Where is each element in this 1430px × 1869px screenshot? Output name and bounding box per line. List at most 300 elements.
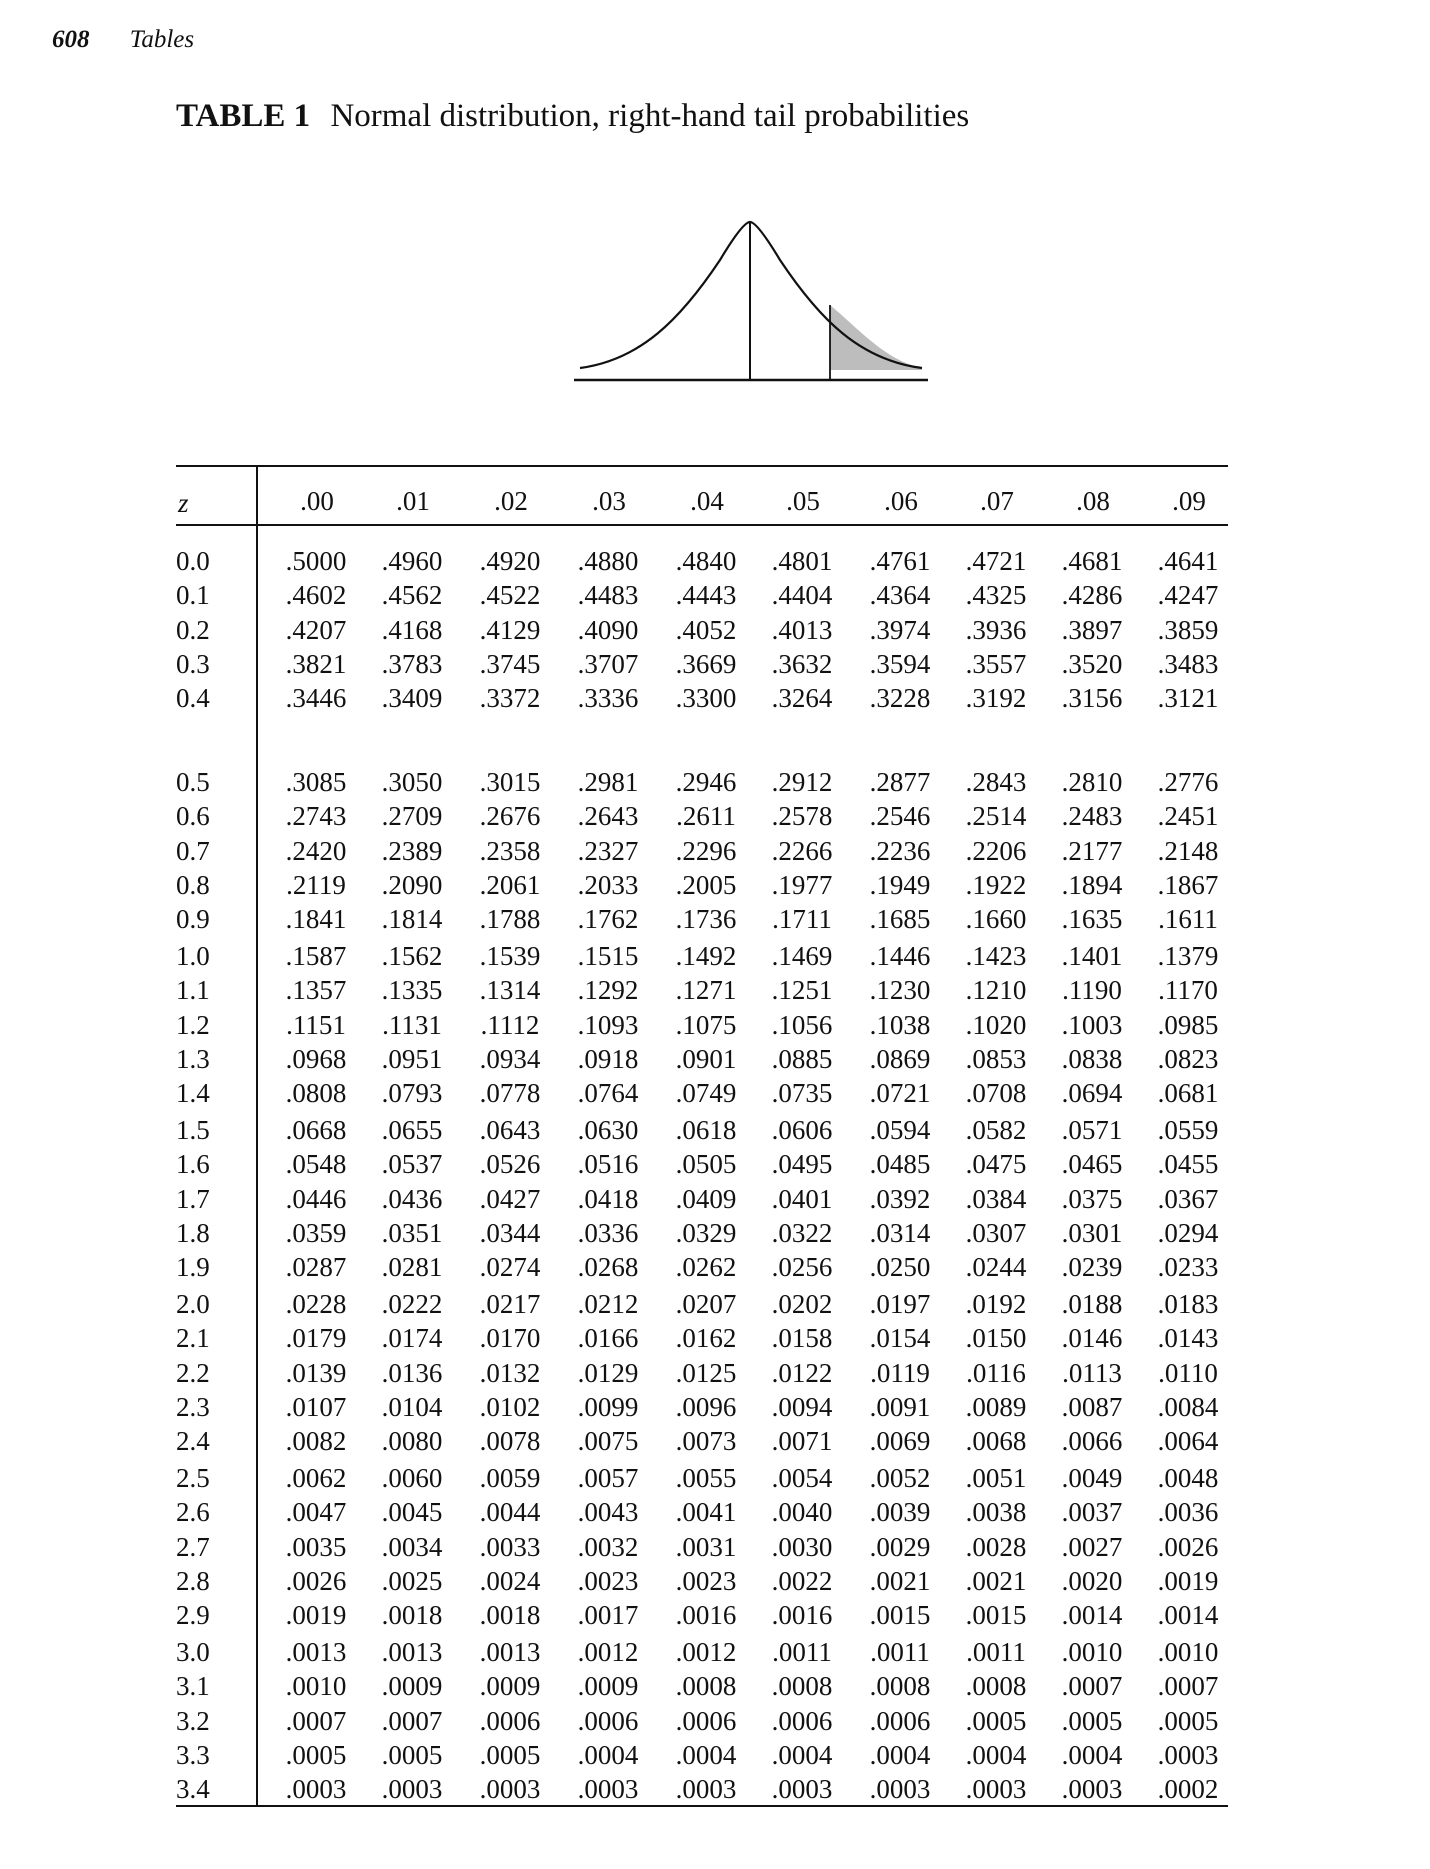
probability-cell: .0618 bbox=[675, 1115, 737, 1145]
probability-cell: .0162 bbox=[675, 1323, 737, 1354]
probability-cell: .0073 bbox=[675, 1426, 737, 1457]
probability-cell: .3192 bbox=[965, 683, 1027, 714]
probability-cell: .0005 bbox=[479, 1739, 541, 1770]
probability-cell: .0838 bbox=[1061, 1043, 1123, 1074]
probability-cell: .2514 bbox=[965, 801, 1027, 832]
probability-cell: .0003 bbox=[479, 1774, 541, 1805]
table-row bbox=[0, 1600, 1430, 1634]
page-number: 608 bbox=[52, 26, 90, 53]
probability-cell: .1170 bbox=[1158, 975, 1218, 1006]
probability-cell: .0384 bbox=[965, 1183, 1027, 1214]
probability-cell: .0202 bbox=[771, 1289, 833, 1319]
probability-cell: .0021 bbox=[965, 1565, 1027, 1596]
table-row bbox=[0, 1218, 1430, 1252]
table-row bbox=[0, 941, 1430, 975]
probability-cell: .0011 bbox=[966, 1637, 1026, 1667]
probability-cell: .0146 bbox=[1061, 1323, 1123, 1354]
probability-cell: .2358 bbox=[479, 835, 541, 866]
probability-cell: .0401 bbox=[771, 1183, 833, 1214]
normal-curve-illustration bbox=[570, 210, 934, 390]
probability-cell: .0066 bbox=[1061, 1426, 1123, 1457]
table-row bbox=[0, 615, 1430, 649]
probability-cell: .0143 bbox=[1157, 1323, 1219, 1354]
z-value: 3.0 bbox=[176, 1637, 210, 1667]
z-value: 1.1 bbox=[176, 975, 210, 1006]
probability-cell: .1562 bbox=[381, 941, 443, 971]
probability-cell: .0013 bbox=[381, 1637, 443, 1667]
probability-cell: .2033 bbox=[577, 869, 639, 900]
probability-cell: .4483 bbox=[577, 580, 639, 611]
probability-cell: .2676 bbox=[479, 801, 541, 832]
table-row bbox=[0, 580, 1430, 614]
probability-cell: .0262 bbox=[675, 1252, 737, 1283]
probability-cell: .0009 bbox=[381, 1671, 443, 1702]
probability-cell: .0359 bbox=[285, 1217, 347, 1248]
probability-cell: .0005 bbox=[285, 1739, 347, 1770]
probability-cell: .0681 bbox=[1157, 1078, 1219, 1109]
probability-cell: .0107 bbox=[285, 1391, 347, 1422]
probability-cell: .3859 bbox=[1157, 614, 1219, 645]
probability-cell: .0244 bbox=[965, 1252, 1027, 1283]
probability-cell: .0007 bbox=[285, 1705, 347, 1736]
probability-cell: .0192 bbox=[965, 1289, 1027, 1319]
table-row bbox=[0, 1774, 1430, 1808]
probability-cell: .0027 bbox=[1061, 1531, 1123, 1562]
probability-cell: .0071 bbox=[771, 1426, 833, 1457]
probability-cell: .4052 bbox=[675, 614, 737, 645]
probability-cell: .0918 bbox=[577, 1043, 639, 1074]
probability-cell: .1056 bbox=[771, 1009, 833, 1040]
probability-cell: .2296 bbox=[675, 835, 737, 866]
z-value: 1.7 bbox=[176, 1183, 210, 1214]
table-row bbox=[0, 975, 1430, 1009]
probability-cell: .4443 bbox=[675, 580, 737, 611]
probability-cell: .2981 bbox=[577, 767, 639, 797]
probability-cell: .0030 bbox=[771, 1531, 833, 1562]
table-row bbox=[0, 1497, 1430, 1531]
page-header bbox=[52, 26, 194, 54]
probability-cell: .0019 bbox=[1157, 1565, 1219, 1596]
probability-cell: .4602 bbox=[285, 580, 347, 611]
z-header: z bbox=[178, 488, 189, 518]
table-row bbox=[0, 836, 1430, 870]
probability-cell: .0582 bbox=[965, 1115, 1027, 1145]
probability-cell: .3050 bbox=[381, 767, 443, 797]
probability-cell: .0465 bbox=[1061, 1149, 1123, 1180]
probability-cell: .2266 bbox=[771, 835, 833, 866]
z-value: 2.3 bbox=[176, 1391, 210, 1422]
probability-cell: .0045 bbox=[381, 1497, 443, 1528]
probability-cell: .0015 bbox=[965, 1600, 1027, 1631]
probability-cell: .0322 bbox=[771, 1217, 833, 1248]
probability-cell: .1814 bbox=[381, 904, 443, 935]
z-value: 0.6 bbox=[176, 801, 210, 832]
probability-cell: .0228 bbox=[285, 1289, 347, 1319]
probability-cell: .0183 bbox=[1157, 1289, 1219, 1319]
z-value: 3.3 bbox=[176, 1739, 210, 1770]
probability-cell: .3228 bbox=[869, 683, 931, 714]
probability-cell: .1038 bbox=[869, 1009, 931, 1040]
probability-cell: .0594 bbox=[869, 1115, 931, 1145]
probability-cell: .0119 bbox=[870, 1357, 930, 1388]
probability-cell: .0668 bbox=[285, 1115, 347, 1145]
z-value: 0.0 bbox=[176, 546, 210, 576]
z-value: 0.8 bbox=[176, 869, 210, 900]
table-row bbox=[0, 683, 1430, 717]
z-value: 0.2 bbox=[176, 614, 210, 645]
probability-cell: .0036 bbox=[1157, 1497, 1219, 1528]
probability-cell: .1736 bbox=[675, 904, 737, 935]
probability-cell: .0548 bbox=[285, 1149, 347, 1180]
z-value: 1.3 bbox=[176, 1043, 210, 1074]
probability-cell: .0721 bbox=[869, 1078, 931, 1109]
probability-cell: .0069 bbox=[869, 1426, 931, 1457]
probability-cell: .0778 bbox=[479, 1078, 541, 1109]
probability-cell: .2546 bbox=[869, 801, 931, 832]
probability-cell: .0150 bbox=[965, 1323, 1027, 1354]
probability-cell: .0485 bbox=[869, 1149, 931, 1180]
table-row bbox=[0, 1671, 1430, 1705]
probability-cell: .0643 bbox=[479, 1115, 541, 1145]
probability-cell: .2578 bbox=[771, 801, 833, 832]
probability-cell: .0287 bbox=[285, 1252, 347, 1283]
probability-cell: .2177 bbox=[1061, 835, 1123, 866]
probability-cell: .2643 bbox=[577, 801, 639, 832]
probability-cell: .0125 bbox=[675, 1357, 737, 1388]
column-header: .09 bbox=[1172, 486, 1206, 516]
probability-cell: .0475 bbox=[965, 1149, 1027, 1180]
probability-cell: .4840 bbox=[675, 546, 737, 576]
probability-cell: .0212 bbox=[577, 1289, 639, 1319]
probability-cell: .3669 bbox=[675, 648, 737, 679]
probability-cell: .0004 bbox=[965, 1739, 1027, 1770]
probability-cell: .3594 bbox=[869, 648, 931, 679]
probability-cell: .0008 bbox=[675, 1671, 737, 1702]
table-row bbox=[0, 1149, 1430, 1183]
column-header: .06 bbox=[884, 486, 918, 516]
probability-cell: .0006 bbox=[577, 1705, 639, 1736]
probability-cell: .1949 bbox=[869, 869, 931, 900]
probability-cell: .0526 bbox=[479, 1149, 541, 1180]
probability-cell: .0003 bbox=[381, 1774, 443, 1805]
probability-cell: .0031 bbox=[675, 1531, 737, 1562]
probability-cell: .0166 bbox=[577, 1323, 639, 1354]
probability-cell: .4090 bbox=[577, 614, 639, 645]
probability-cell: .0016 bbox=[675, 1600, 737, 1631]
probability-cell: .0764 bbox=[577, 1078, 639, 1109]
probability-cell: .0011 bbox=[772, 1637, 832, 1667]
probability-cell: .0040 bbox=[771, 1497, 833, 1528]
probability-cell: .0793 bbox=[381, 1078, 443, 1109]
table-row bbox=[0, 1115, 1430, 1149]
probability-cell: .1685 bbox=[869, 904, 931, 935]
probability-cell: .0170 bbox=[479, 1323, 541, 1354]
table-row bbox=[0, 1252, 1430, 1286]
probability-cell: .0003 bbox=[869, 1774, 931, 1805]
probability-cell: .0256 bbox=[771, 1252, 833, 1283]
probability-cell: .0034 bbox=[381, 1531, 443, 1562]
section-name: Tables bbox=[129, 26, 195, 53]
probability-cell: .1379 bbox=[1157, 941, 1219, 971]
probability-cell: .0052 bbox=[869, 1463, 931, 1493]
probability-cell: .0823 bbox=[1157, 1043, 1219, 1074]
probability-cell: .0559 bbox=[1157, 1115, 1219, 1145]
probability-cell: .4013 bbox=[771, 614, 833, 645]
probability-cell: .1093 bbox=[577, 1009, 639, 1040]
probability-cell: .0080 bbox=[381, 1426, 443, 1457]
probability-cell: .0003 bbox=[675, 1774, 737, 1805]
probability-cell: .3936 bbox=[965, 614, 1027, 645]
probability-cell: .0033 bbox=[479, 1531, 541, 1562]
probability-cell: .0002 bbox=[1157, 1774, 1219, 1805]
probability-cell: .4641 bbox=[1157, 546, 1219, 576]
probability-cell: .0032 bbox=[577, 1531, 639, 1562]
probability-cell: .1788 bbox=[479, 904, 541, 935]
probability-cell: .0087 bbox=[1061, 1391, 1123, 1422]
probability-cell: .4286 bbox=[1061, 580, 1123, 611]
probability-cell: .2877 bbox=[869, 767, 931, 797]
probability-cell: .0043 bbox=[577, 1497, 639, 1528]
probability-cell: .1401 bbox=[1061, 941, 1123, 971]
probability-cell: .0013 bbox=[479, 1637, 541, 1667]
probability-cell: .0089 bbox=[965, 1391, 1027, 1422]
probability-cell: .0179 bbox=[285, 1323, 347, 1354]
probability-cell: .3632 bbox=[771, 648, 833, 679]
probability-cell: .2061 bbox=[479, 869, 541, 900]
table-caption: Normal distribution, right-hand tail probabilities bbox=[330, 98, 970, 134]
table-row bbox=[0, 649, 1430, 683]
probability-cell: .0006 bbox=[675, 1705, 737, 1736]
probability-cell: .3446 bbox=[285, 683, 347, 714]
probability-cell: .1587 bbox=[285, 941, 347, 971]
probability-cell: .3783 bbox=[381, 648, 443, 679]
probability-cell: .0096 bbox=[675, 1391, 737, 1422]
z-value: 0.4 bbox=[176, 683, 210, 714]
probability-cell: .0329 bbox=[675, 1217, 737, 1248]
probability-cell: .0003 bbox=[1061, 1774, 1123, 1805]
probability-cell: .0409 bbox=[675, 1183, 737, 1214]
probability-cell: .2843 bbox=[965, 767, 1027, 797]
probability-cell: .0537 bbox=[381, 1149, 443, 1180]
z-value: 0.9 bbox=[176, 904, 210, 935]
probability-cell: .1841 bbox=[285, 904, 347, 935]
table-row bbox=[0, 1358, 1430, 1392]
probability-cell: .0808 bbox=[285, 1078, 347, 1109]
probability-cell: .0367 bbox=[1157, 1183, 1219, 1214]
table-row bbox=[0, 801, 1430, 835]
probability-cell: .0010 bbox=[1157, 1637, 1219, 1667]
probability-cell: .0694 bbox=[1061, 1078, 1123, 1109]
z-value: 1.0 bbox=[176, 941, 210, 971]
probability-cell: .0281 bbox=[381, 1252, 443, 1283]
z-value: 1.8 bbox=[176, 1217, 210, 1248]
probability-cell: .0239 bbox=[1061, 1252, 1123, 1283]
probability-cell: .1867 bbox=[1157, 869, 1219, 900]
probability-cell: .3707 bbox=[577, 648, 639, 679]
probability-cell: .2389 bbox=[381, 835, 443, 866]
probability-cell: .0392 bbox=[869, 1183, 931, 1214]
probability-cell: .0026 bbox=[1157, 1531, 1219, 1562]
z-value: 2.5 bbox=[176, 1463, 210, 1493]
probability-cell: .0003 bbox=[1157, 1739, 1219, 1770]
probability-cell: .1271 bbox=[675, 975, 737, 1006]
probability-cell: .0024 bbox=[479, 1565, 541, 1596]
probability-cell: .1539 bbox=[479, 941, 541, 971]
probability-cell: .0094 bbox=[771, 1391, 833, 1422]
z-value: 3.4 bbox=[176, 1774, 210, 1805]
column-header: .04 bbox=[690, 486, 724, 516]
probability-cell: .3372 bbox=[479, 683, 541, 714]
table-row bbox=[0, 1426, 1430, 1460]
probability-cell: .0048 bbox=[1157, 1463, 1219, 1493]
column-header: .02 bbox=[494, 486, 528, 516]
probability-cell: .0314 bbox=[869, 1217, 931, 1248]
probability-cell: .0021 bbox=[869, 1565, 931, 1596]
z-value: 1.4 bbox=[176, 1078, 210, 1109]
z-value: 2.0 bbox=[176, 1289, 210, 1319]
probability-cell: .0233 bbox=[1157, 1252, 1219, 1283]
probability-cell: .0004 bbox=[869, 1739, 931, 1770]
probability-cell: .0301 bbox=[1061, 1217, 1123, 1248]
probability-cell: .2743 bbox=[285, 801, 347, 832]
probability-cell: .4761 bbox=[869, 546, 931, 576]
probability-cell: .0084 bbox=[1157, 1391, 1219, 1422]
probability-cell: .0207 bbox=[675, 1289, 737, 1319]
probability-cell: .0005 bbox=[1061, 1705, 1123, 1736]
probability-cell: .0055 bbox=[675, 1463, 737, 1493]
probability-cell: .2946 bbox=[675, 767, 737, 797]
probability-cell: .0019 bbox=[285, 1600, 347, 1631]
probability-cell: .3821 bbox=[285, 648, 347, 679]
table-row bbox=[0, 870, 1430, 904]
probability-cell: .0104 bbox=[381, 1391, 443, 1422]
probability-cell: .0708 bbox=[965, 1078, 1027, 1109]
table-row bbox=[0, 1532, 1430, 1566]
probability-cell: .0869 bbox=[869, 1043, 931, 1074]
probability-cell: .0132 bbox=[479, 1357, 541, 1388]
z-value: 2.8 bbox=[176, 1565, 210, 1596]
probability-cell: .2206 bbox=[965, 835, 1027, 866]
probability-cell: .1762 bbox=[577, 904, 639, 935]
probability-cell: .2451 bbox=[1157, 801, 1219, 832]
probability-cell: .3300 bbox=[675, 683, 737, 714]
probability-cell: .0116 bbox=[966, 1357, 1026, 1388]
probability-cell: .3483 bbox=[1157, 648, 1219, 679]
table-row bbox=[0, 1078, 1430, 1112]
probability-cell: .0020 bbox=[1061, 1565, 1123, 1596]
z-value: 2.1 bbox=[176, 1323, 210, 1354]
column-header: .00 bbox=[300, 486, 334, 516]
probability-cell: .3557 bbox=[965, 648, 1027, 679]
probability-cell: .0004 bbox=[577, 1739, 639, 1770]
probability-cell: .0006 bbox=[479, 1705, 541, 1736]
top-rule bbox=[176, 465, 1228, 467]
probability-cell: .0062 bbox=[285, 1463, 347, 1493]
probability-cell: .3897 bbox=[1061, 614, 1123, 645]
probability-cell: .1292 bbox=[577, 975, 639, 1006]
probability-cell: .0004 bbox=[771, 1739, 833, 1770]
probability-cell: .0051 bbox=[965, 1463, 1027, 1493]
probability-cell: .0655 bbox=[381, 1115, 443, 1145]
table-row bbox=[0, 1323, 1430, 1357]
table-row bbox=[0, 546, 1430, 580]
probability-cell: .1977 bbox=[771, 869, 833, 900]
table-row bbox=[0, 1706, 1430, 1740]
probability-cell: .0749 bbox=[675, 1078, 737, 1109]
probability-cell: .0003 bbox=[577, 1774, 639, 1805]
probability-cell: .0571 bbox=[1061, 1115, 1123, 1145]
z-value: 1.5 bbox=[176, 1115, 210, 1145]
probability-cell: .0003 bbox=[285, 1774, 347, 1805]
probability-cell: .1131 bbox=[382, 1009, 442, 1040]
probability-cell: .2327 bbox=[577, 835, 639, 866]
probability-cell: .0038 bbox=[965, 1497, 1027, 1528]
table-row bbox=[0, 904, 1430, 938]
probability-cell: .4522 bbox=[479, 580, 541, 611]
probability-cell: .1112 bbox=[480, 1009, 540, 1040]
probability-cell: .0495 bbox=[771, 1149, 833, 1180]
table-row bbox=[0, 1566, 1430, 1600]
probability-cell: .0018 bbox=[479, 1600, 541, 1631]
probability-cell: .1190 bbox=[1062, 975, 1122, 1006]
column-header: .01 bbox=[396, 486, 430, 516]
probability-cell: .0022 bbox=[771, 1565, 833, 1596]
probability-cell: .0110 bbox=[1158, 1357, 1218, 1388]
probability-cell: .0005 bbox=[1157, 1705, 1219, 1736]
probability-cell: .3409 bbox=[381, 683, 443, 714]
probability-cell: .2119 bbox=[286, 869, 346, 900]
probability-cell: .3085 bbox=[285, 767, 347, 797]
probability-cell: .0044 bbox=[479, 1497, 541, 1528]
probability-cell: .1423 bbox=[965, 941, 1027, 971]
z-value: 1.6 bbox=[176, 1149, 210, 1180]
probability-cell: .0013 bbox=[285, 1637, 347, 1667]
probability-cell: .1075 bbox=[675, 1009, 737, 1040]
probability-cell: .0630 bbox=[577, 1115, 639, 1145]
probability-cell: .3156 bbox=[1061, 683, 1123, 714]
probability-cell: .0158 bbox=[771, 1323, 833, 1354]
probability-cell: .0059 bbox=[479, 1463, 541, 1493]
probability-cell: .0010 bbox=[1061, 1637, 1123, 1667]
probability-cell: .0004 bbox=[675, 1739, 737, 1770]
probability-cell: .3015 bbox=[479, 767, 541, 797]
column-header: .08 bbox=[1076, 486, 1110, 516]
table-row bbox=[0, 1010, 1430, 1044]
probability-cell: .0606 bbox=[771, 1115, 833, 1145]
probability-cell: .1314 bbox=[479, 975, 541, 1006]
probability-cell: .0010 bbox=[285, 1671, 347, 1702]
probability-cell: .3264 bbox=[771, 683, 833, 714]
probability-cell: .0006 bbox=[869, 1705, 931, 1736]
probability-cell: .0009 bbox=[577, 1671, 639, 1702]
probability-cell: .0268 bbox=[577, 1252, 639, 1283]
probability-cell: .3520 bbox=[1061, 648, 1123, 679]
probability-cell: .0018 bbox=[381, 1600, 443, 1631]
probability-cell: .0294 bbox=[1157, 1217, 1219, 1248]
probability-cell: .0455 bbox=[1157, 1149, 1219, 1180]
probability-cell: .0007 bbox=[1061, 1671, 1123, 1702]
probability-cell: .0014 bbox=[1061, 1600, 1123, 1631]
table-title bbox=[176, 98, 969, 135]
probability-cell: .0853 bbox=[965, 1043, 1027, 1074]
probability-cell: .0041 bbox=[675, 1497, 737, 1528]
probability-cell: .0054 bbox=[771, 1463, 833, 1493]
z-value: 2.9 bbox=[176, 1600, 210, 1631]
probability-cell: .0008 bbox=[965, 1671, 1027, 1702]
probability-cell: .0307 bbox=[965, 1217, 1027, 1248]
table-row bbox=[0, 1463, 1430, 1497]
probability-cell: .1660 bbox=[965, 904, 1027, 935]
